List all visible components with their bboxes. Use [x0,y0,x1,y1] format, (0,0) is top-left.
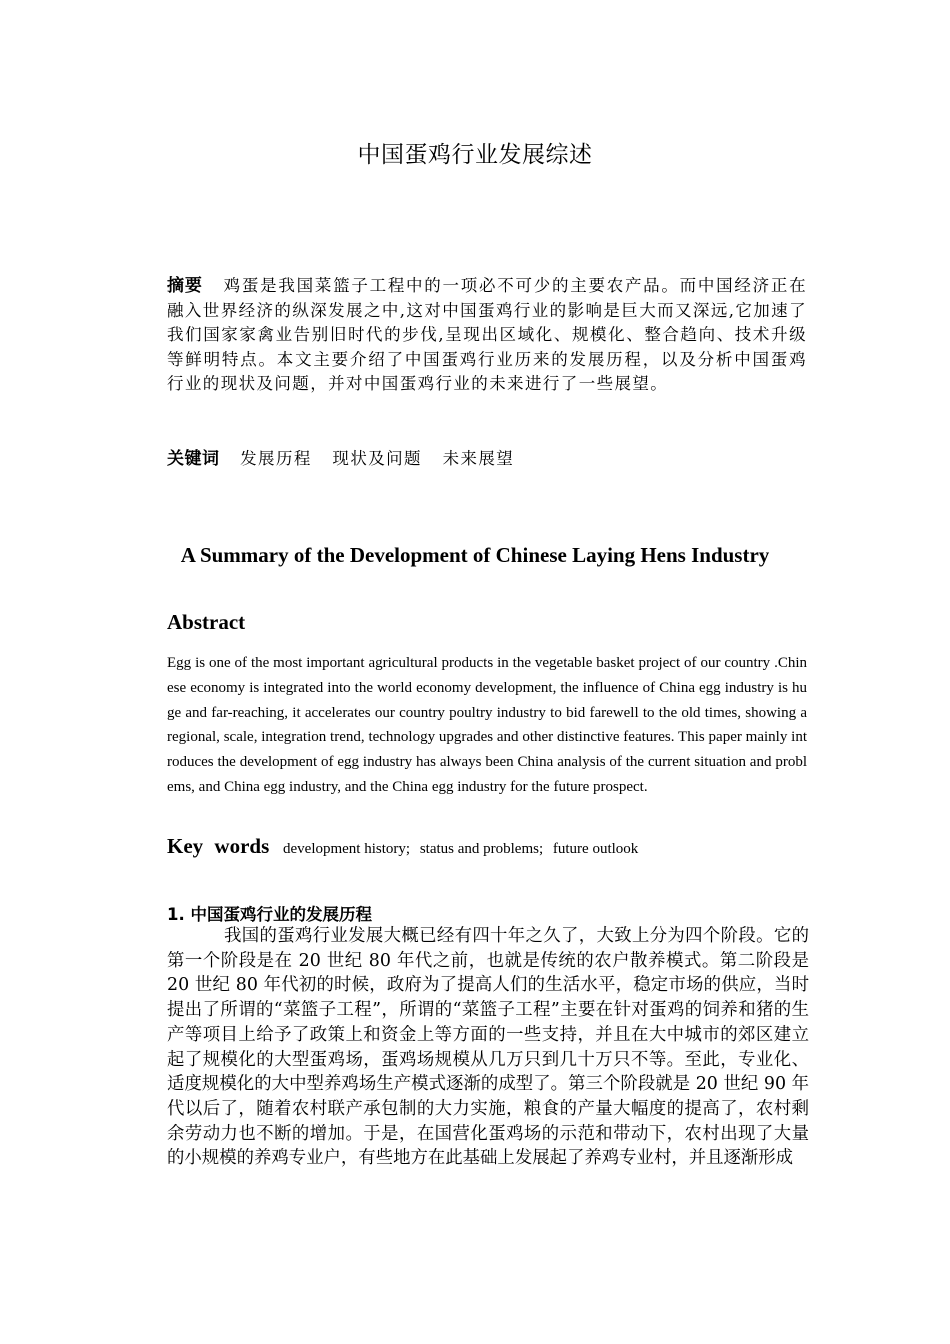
english-abstract-text: Egg is one of the most important agricultural products in the vegetable basket project of our country .Chinese economy is integrated into the world economy development, the influence of China egg industry is huge and far-reaching, it accelerates our country poultry industry to bid farewell to the old times, showing a regional, scale, integration trend, technology upgrades and other distinctive features. This paper mainly introduces the development of egg industry has always been China analysis of the current situation and problems, and China egg industry, and the China egg industry for the future prospect. [167,655,807,795]
chinese-abstract-text: 鸡蛋是我国菜篮子工程中的一项必不可少的主要农产品。而中国经济正在融入世界经济的纵深发展之中,这对中国蛋鸡行业的影响是巨大而又深远,它加速了我们国家家禽业告别旧时代的步伐,呈现出区域化、规模化、整合趋向、技术升级等鲜明特点。本文主要介绍了中国蛋鸡行业历来的发展历程，以及分析中国蛋鸡行业的现状及问题，并对中国蛋鸡行业的未来进行了一些展望。 [167,276,808,394]
english-keyword: status and problems; [419,841,544,857]
chinese-abstract [167,274,807,397]
chinese-keyword: 发展历程 [240,449,312,468]
chinese-keywords-label: 关键词 [167,449,220,469]
english-abstract-heading: Abstract [167,610,246,634]
section-heading: 1. 中国蛋鸡行业的发展历程 [167,905,372,924]
english-keywords [167,834,807,859]
english-keyword: future outlook [552,841,639,857]
section-body-text: 我国的蛋鸡行业发展大概已经有四十年之久了，大致上分为四个阶段。它的第一个阶段是在 20 世纪 80 年代之前，也就是传统的农户散养模式。第二阶段是 20 世纪 80 年代初的时候，政府为了提高人们的生活水平，稳定市场的供应，当时提出了所谓的“菜篮子工程”，所谓的“菜篮子工程”主要在针对蛋鸡的饲养和猪的生产等项目上给予了政策上和资金上等方面的一些支持，并且在大中城市的郊区建立起了规模化的大型蛋鸡场，蛋鸡场规模从几万只到几十万只不等。至此，专业化、适度规模化的大中型养鸡场生产模式逐渐的成型了。第三个阶段就是 20 世纪 90 年代以后了，随着农村联产承包制的大力实施，粮食的产量大幅度的提高了，农村剩余劳动力也不断的增加。于是，在国营化蛋鸡场的示范和带动下，农村出现了大量的小规模的养鸡专业户，有些地方在此基础上发展起了养鸡专业村，并且逐渐形成 [167,926,809,1169]
chinese-keywords [167,444,807,469]
english-keywords-label: Key words [167,834,270,858]
chinese-abstract-label: 摘要 [167,276,203,296]
english-title: A Summary of the Development of Chinese Laying Hens Industry [180,543,770,567]
chinese-keyword: 现状及问题 [332,449,422,468]
english-keyword: development history; [283,841,411,857]
chinese-keyword: 未来展望 [442,449,515,468]
chinese-title: 中国蛋鸡行业发展综述 [357,142,593,168]
